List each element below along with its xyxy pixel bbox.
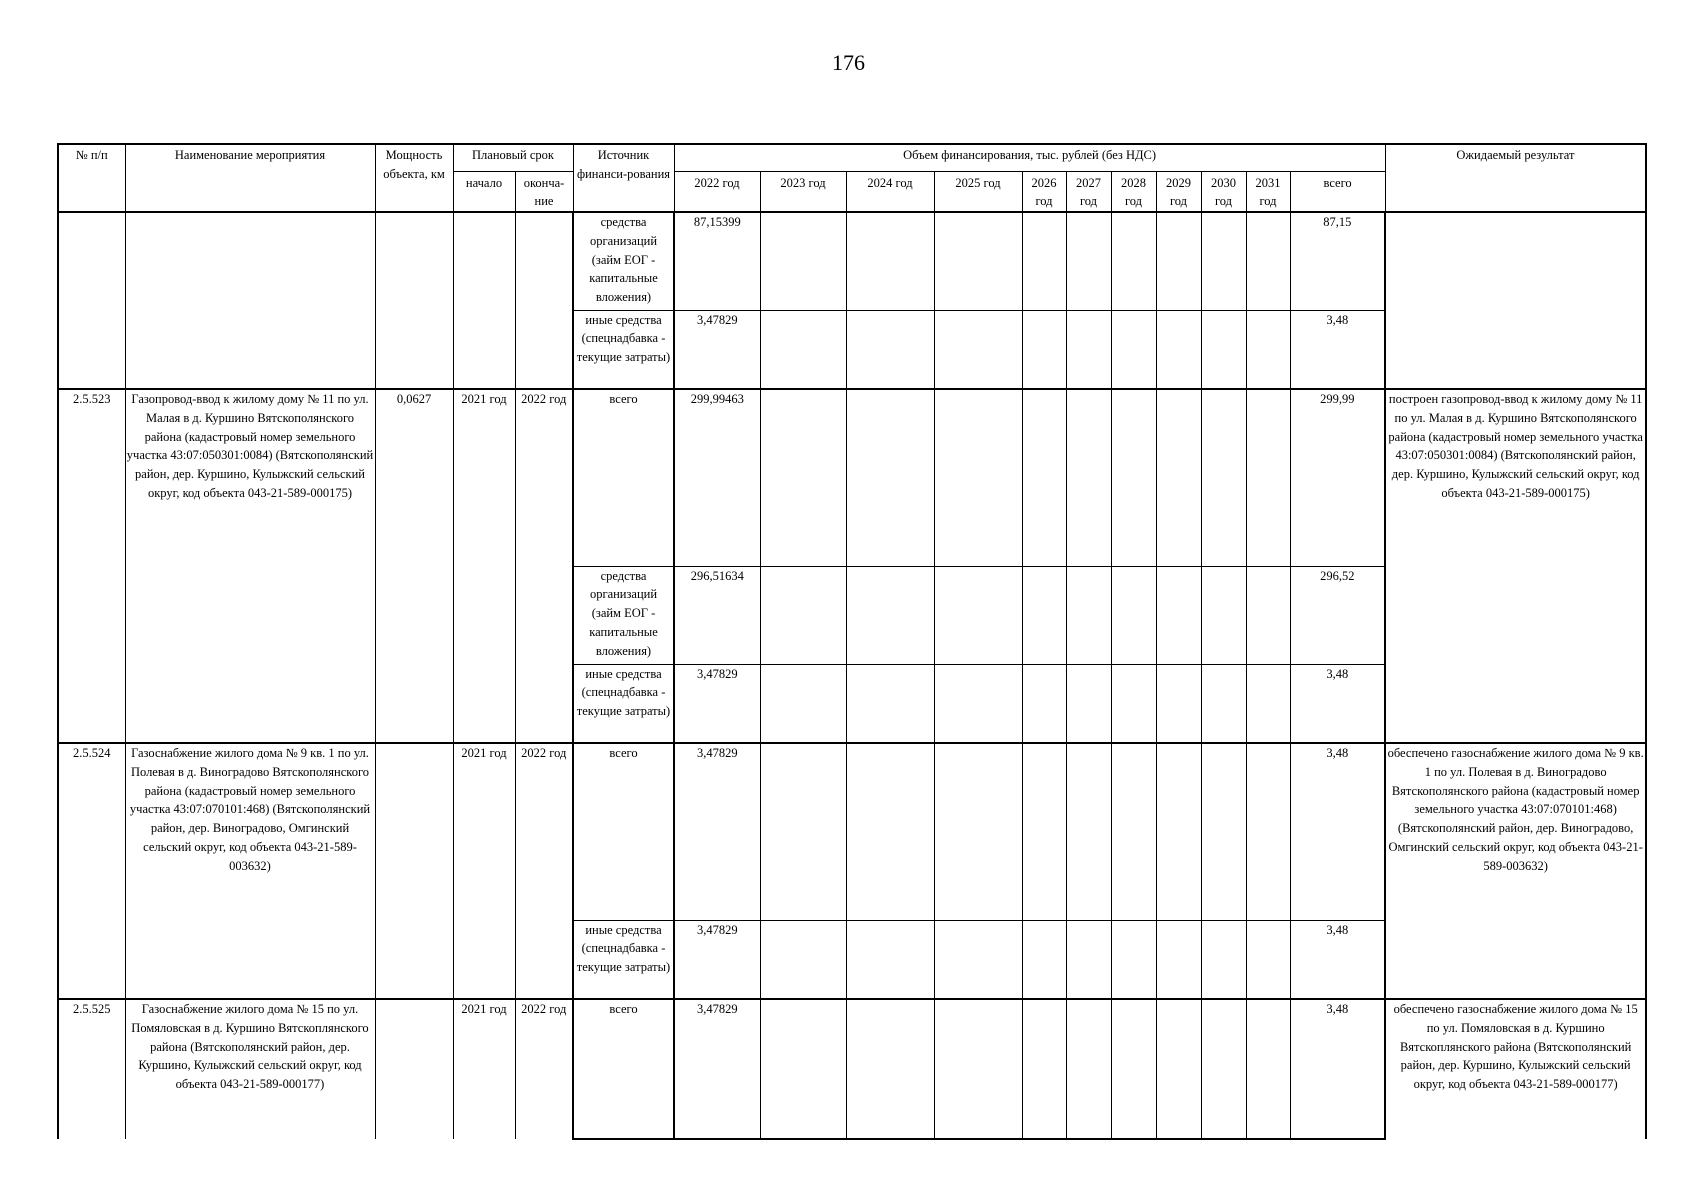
cell-source: иные средства (спецнадбавка - текущие затраты) [573,310,674,389]
header-total: всего [1290,171,1385,212]
cell-end: 2022 год [515,999,573,1139]
header-year-2029: 2029 год [1156,171,1201,212]
cell-2022: 299,99463 [674,389,760,566]
cell-source: средства организаций (займ ЕОГ - капитальные вложения) [573,212,674,310]
header-year-2025: 2025 год [934,171,1022,212]
cell-end [515,212,573,389]
header-start: начало [453,171,515,212]
header-plan-period: Плановый срок [453,144,573,171]
header-year-2022: 2022 год [674,171,760,212]
cell-end: 2022 год [515,389,573,743]
table-body [58,212,1646,1139]
cell-start: 2021 год [453,743,515,999]
cell-source: всего [573,743,674,920]
cell-2022: 87,15399 [674,212,760,310]
cell-capacity [375,212,453,389]
financing-table [57,143,1647,1140]
cell-source: иные средства (спецнадбавка - текущие затраты) [573,920,674,999]
header-result: Ожидаемый результат [1385,144,1646,212]
cell-2022: 3,47829 [674,664,760,743]
cell-start: 2021 год [453,389,515,743]
page-number: 176 [832,50,865,75]
header-year-2023: 2023 год [760,171,846,212]
header-year-2031: 2031 год [1246,171,1290,212]
cell-result: построен газопровод-ввод к жилому дому № 11 по ул. Малая в д. Куршино Вятскополянского района (кадастровый номер земельного участка 43:07:050301:0084) (Вятскополянский район, дер. Куршино, Кулыжский сельский округ, код объекта 043-21-589-000175) [1385,389,1646,743]
cell-capacity [375,743,453,999]
cell-capacity [375,999,453,1139]
cell-start: 2021 год [453,999,515,1139]
table-row [58,743,1646,920]
cell-total: 3,48 [1290,664,1385,743]
cell-num: 2.5.524 [58,743,125,999]
cell-num: 2.5.525 [58,999,125,1139]
table-header [58,144,1646,212]
cell-2022: 3,47829 [674,743,760,920]
cell-2022: 3,47829 [674,999,760,1139]
header-year-2030: 2030 год [1201,171,1246,212]
cell-total: 3,48 [1290,310,1385,389]
header-funding: Объем финансирования, тыс. рублей (без НДС) [674,144,1385,171]
cell-source: всего [573,389,674,566]
table-row [58,999,1646,1139]
cell-name: Газоснабжение жилого дома № 9 кв. 1 по ул. Полевая в д. Виноградово Вятскополянского района (кадастровый номер земельного участка 43:07:070101:468) (Вятскополянский район, дер. Виноградово, Омгинский сельский округ, код объекта 043-21-589-003632) [125,743,375,999]
cell-num [58,212,125,389]
header-capacity: Мощность объекта, км [375,144,453,212]
table-row [58,389,1646,566]
table-row [58,212,1646,310]
cell-2022: 3,47829 [674,920,760,999]
cell-end: 2022 год [515,743,573,999]
cell-name: Газоснабжение жилого дома № 15 по ул. Помяловская в д. Куршино Вятскоплянского района (Вятскополянский район, дер. Куршино, Кулыжский сельский округ, код объекта 043-21-589-000177) [125,999,375,1139]
header-source: Источник финанси-рования [573,144,674,212]
header-name: Наименование мероприятия [125,144,375,212]
cell-2022: 296,51634 [674,566,760,664]
header-end: оконча-ние [515,171,573,212]
cell-total: 296,52 [1290,566,1385,664]
cell-source: всего [573,999,674,1139]
cell-num: 2.5.523 [58,389,125,743]
cell-name: Газопровод-ввод к жилому дому № 11 по ул. Малая в д. Куршино Вятскополянского района (кадастровый номер земельного участка 43:07:050301:0084) (Вятскополянский район, дер. Куршино, Кулыжский сельский округ, код объекта 043-21-589-000175) [125,389,375,743]
cell-start [453,212,515,389]
header-year-2026: 2026 год [1022,171,1066,212]
cell-2022: 3,47829 [674,310,760,389]
cell-total: 3,48 [1290,999,1385,1139]
cell-name [125,212,375,389]
cell-result: обеспечено газоснабжение жилого дома № 9 кв. 1 по ул. Полевая в д. Виноградово Вятскополянского района (кадастровый номер земельного участка 43:07:070101:468) (Вятскополянский район, дер. Виноградово, Омгинский сельский округ, код объекта 043-21-589-003632) [1385,743,1646,999]
cell-capacity: 0,0627 [375,389,453,743]
cell-total: 3,48 [1290,743,1385,920]
cell-total: 87,15 [1290,212,1385,310]
cell-total: 299,99 [1290,389,1385,566]
cell-result [1385,212,1646,389]
header-year-2027: 2027 год [1066,171,1111,212]
cell-source: иные средства (спецнадбавка - текущие затраты) [573,664,674,743]
cell-total: 3,48 [1290,920,1385,999]
header-year-2024: 2024 год [846,171,934,212]
cell-source: средства организаций (займ ЕОГ - капитальные вложения) [573,566,674,664]
header-year-2028: 2028 год [1111,171,1156,212]
header-num: № п/п [58,144,125,212]
cell-result: обеспечено газоснабжение жилого дома № 15 по ул. Помяловская в д. Куршино Вятскоплянского района (Вятскополянский район, дер. Куршино, Кулыжский сельский округ, код объекта 043-21-589-000177) [1385,999,1646,1139]
